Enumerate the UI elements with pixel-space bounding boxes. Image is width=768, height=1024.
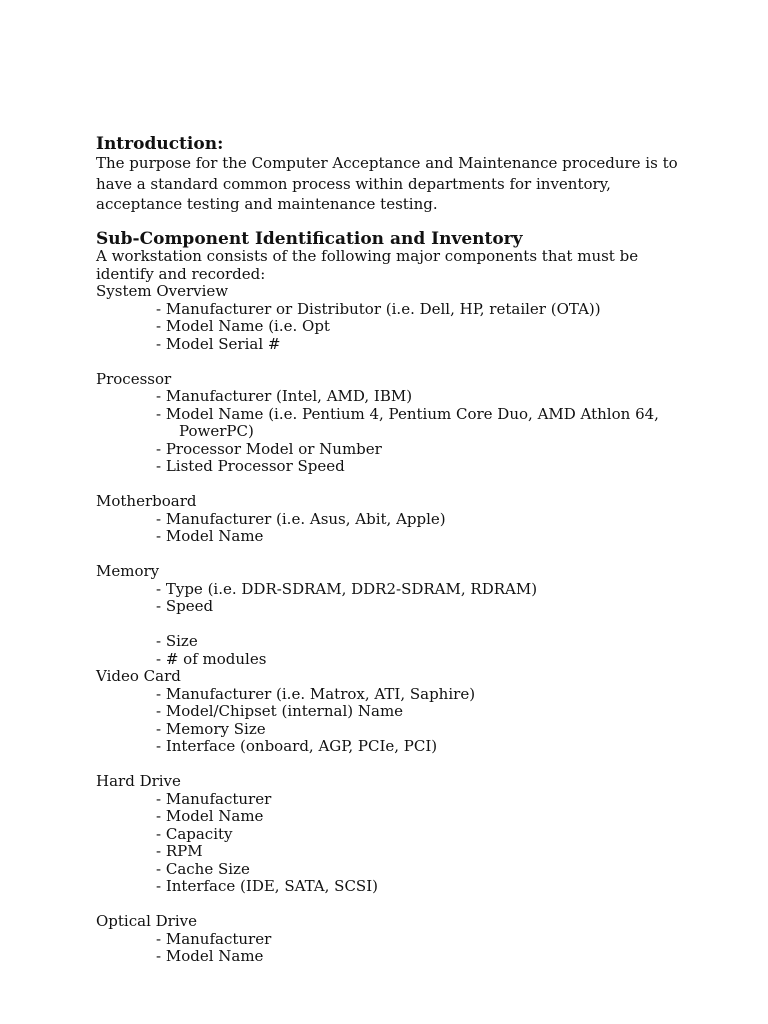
list-item: - Model/Chipset (internal) Name [156, 702, 404, 720]
list-item: - Model Name [156, 807, 264, 825]
introduction-paragraph: The purpose for the Computer Acceptance and Maintenance procedure is to have a standard common process within departments for inventory, acceptance testing and maintenance testing. [96, 154, 678, 213]
list-item: - Size [156, 632, 198, 650]
list-item: - Memory Size [156, 719, 266, 738]
list-item: - RPM [156, 842, 203, 860]
list-item: - Manufacturer [156, 929, 272, 948]
list-item: - Interface (IDE, SATA, SCSI) [156, 877, 378, 895]
sub-component-heading: Sub-Component Identification and Inventory [96, 229, 523, 249]
list-item: - Model Name [156, 527, 264, 545]
component-section-heading: Hard Drive [96, 772, 181, 790]
list-item: - Model Name [156, 947, 264, 965]
component-section-heading: Motherboard [96, 492, 197, 510]
sub-component-paragraph: A workstation consists of the following major components that must be identify and recorded: [96, 247, 639, 283]
list-item: - Interface (onboard, AGP, PCIe, PCI) [156, 737, 438, 755]
list-item: - Type (i.e. DDR-SDRAM, DDR2-SDRAM, RDRAM) [156, 579, 538, 598]
list-item: - Manufacturer (i.e. Matrox, ATI, Saphire) [156, 684, 476, 703]
list-item: - Listed Processor Speed [156, 457, 345, 475]
list-item: - Manufacturer or Distributor (i.e. Dell, HP, retailer (OTA)) [156, 299, 601, 318]
component-section-heading: Optical Drive [96, 912, 197, 930]
list-item: - Processor Model or Number [156, 439, 382, 458]
component-section-heading: System Overview [96, 282, 229, 300]
list-item: - Model Serial # [156, 334, 281, 353]
list-item: - Cache Size [156, 859, 250, 878]
list-item: - Manufacturer [156, 789, 272, 808]
introduction-heading: Introduction: [96, 134, 224, 154]
list-item: - Model Name (i.e. Pentium 4, Pentium Core Duo, AMD Athlon 64, [156, 404, 659, 423]
list-item: - Manufacturer (i.e. Asus, Abit, Apple) [156, 509, 446, 528]
component-section-heading: Processor [96, 369, 172, 388]
list-item: - Speed [156, 597, 214, 615]
component-section-heading: Memory [96, 562, 160, 580]
list-item: - # of modules [156, 649, 267, 668]
component-section-heading: Video Card [96, 667, 181, 685]
list-item: - Capacity [156, 824, 233, 843]
document-page [96, 0, 696, 1024]
list-item-continuation: PowerPC) [179, 422, 254, 440]
list-item: - Model Name (i.e. Opt [156, 317, 330, 335]
list-item: - Manufacturer (Intel, AMD, IBM) [156, 387, 413, 405]
